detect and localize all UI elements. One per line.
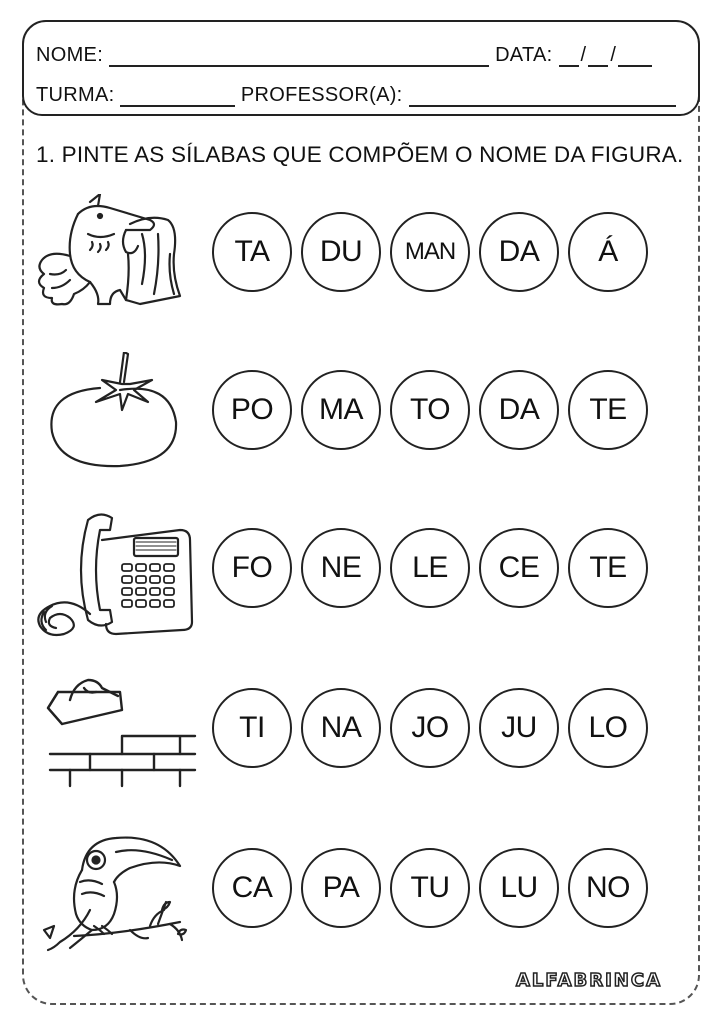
syllable-circle[interactable]: Á [568, 212, 648, 292]
class-label: TURMA: [36, 84, 115, 106]
syllable-circle[interactable]: DA [479, 370, 559, 450]
exercise-row [0, 352, 724, 482]
teacher-label: PROFESSOR(A): [240, 84, 403, 106]
name-field[interactable] [109, 47, 489, 67]
exercise-row [0, 194, 724, 324]
syllable-options [212, 528, 648, 608]
syllable-options [212, 370, 648, 450]
syllable-circle[interactable]: MAN [390, 212, 470, 292]
syllable-circle[interactable]: JU [479, 688, 559, 768]
syllable-circle[interactable]: TO [390, 370, 470, 450]
syllable-circle[interactable]: JO [390, 688, 470, 768]
syllable-circle[interactable]: CA [212, 848, 292, 928]
class-field[interactable] [120, 87, 234, 107]
syllable-options [212, 688, 648, 768]
student-info-header [22, 20, 700, 116]
anteater-icon [30, 194, 200, 324]
brand-logo: ALFABRINCA [515, 970, 662, 991]
date-year-field[interactable] [618, 47, 652, 67]
date-label: DATA: [495, 44, 553, 66]
syllable-circle[interactable]: PO [212, 370, 292, 450]
syllable-circle[interactable]: TE [568, 370, 648, 450]
exercise-row [0, 510, 724, 640]
brick-wall-icon [30, 670, 200, 800]
syllable-circle[interactable]: LU [479, 848, 559, 928]
syllable-circle[interactable]: LO [568, 688, 648, 768]
date-separator: / [610, 44, 617, 66]
syllable-circle[interactable]: NA [301, 688, 381, 768]
date-month-field[interactable] [588, 47, 608, 67]
syllable-circle[interactable]: DA [479, 212, 559, 292]
syllable-circle[interactable]: PA [301, 848, 381, 928]
syllable-circle[interactable]: TA [212, 212, 292, 292]
exercise-row [0, 830, 724, 960]
date-day-field[interactable] [559, 47, 579, 67]
name-label: NOME: [36, 44, 104, 66]
toucan-icon [30, 830, 200, 960]
exercise-row [0, 670, 724, 800]
syllable-circle[interactable]: LE [390, 528, 470, 608]
telephone-icon [30, 510, 200, 640]
syllable-options [212, 212, 648, 292]
syllable-circle[interactable]: FO [212, 528, 292, 608]
teacher-field[interactable] [409, 87, 676, 107]
tomato-icon [30, 352, 200, 482]
syllable-options [212, 848, 648, 928]
date-separator: / [580, 44, 587, 66]
syllable-circle[interactable]: NE [301, 528, 381, 608]
syllable-circle[interactable]: TI [212, 688, 292, 768]
instruction-text: 1. PINTE AS SÍLABAS QUE COMPÕEM O NOME DA FIGURA. [36, 142, 684, 167]
syllable-circle[interactable]: NO [568, 848, 648, 928]
syllable-circle[interactable]: TE [568, 528, 648, 608]
syllable-circle[interactable]: TU [390, 848, 470, 928]
syllable-circle[interactable]: CE [479, 528, 559, 608]
syllable-circle[interactable]: MA [301, 370, 381, 450]
syllable-circle[interactable]: DU [301, 212, 381, 292]
